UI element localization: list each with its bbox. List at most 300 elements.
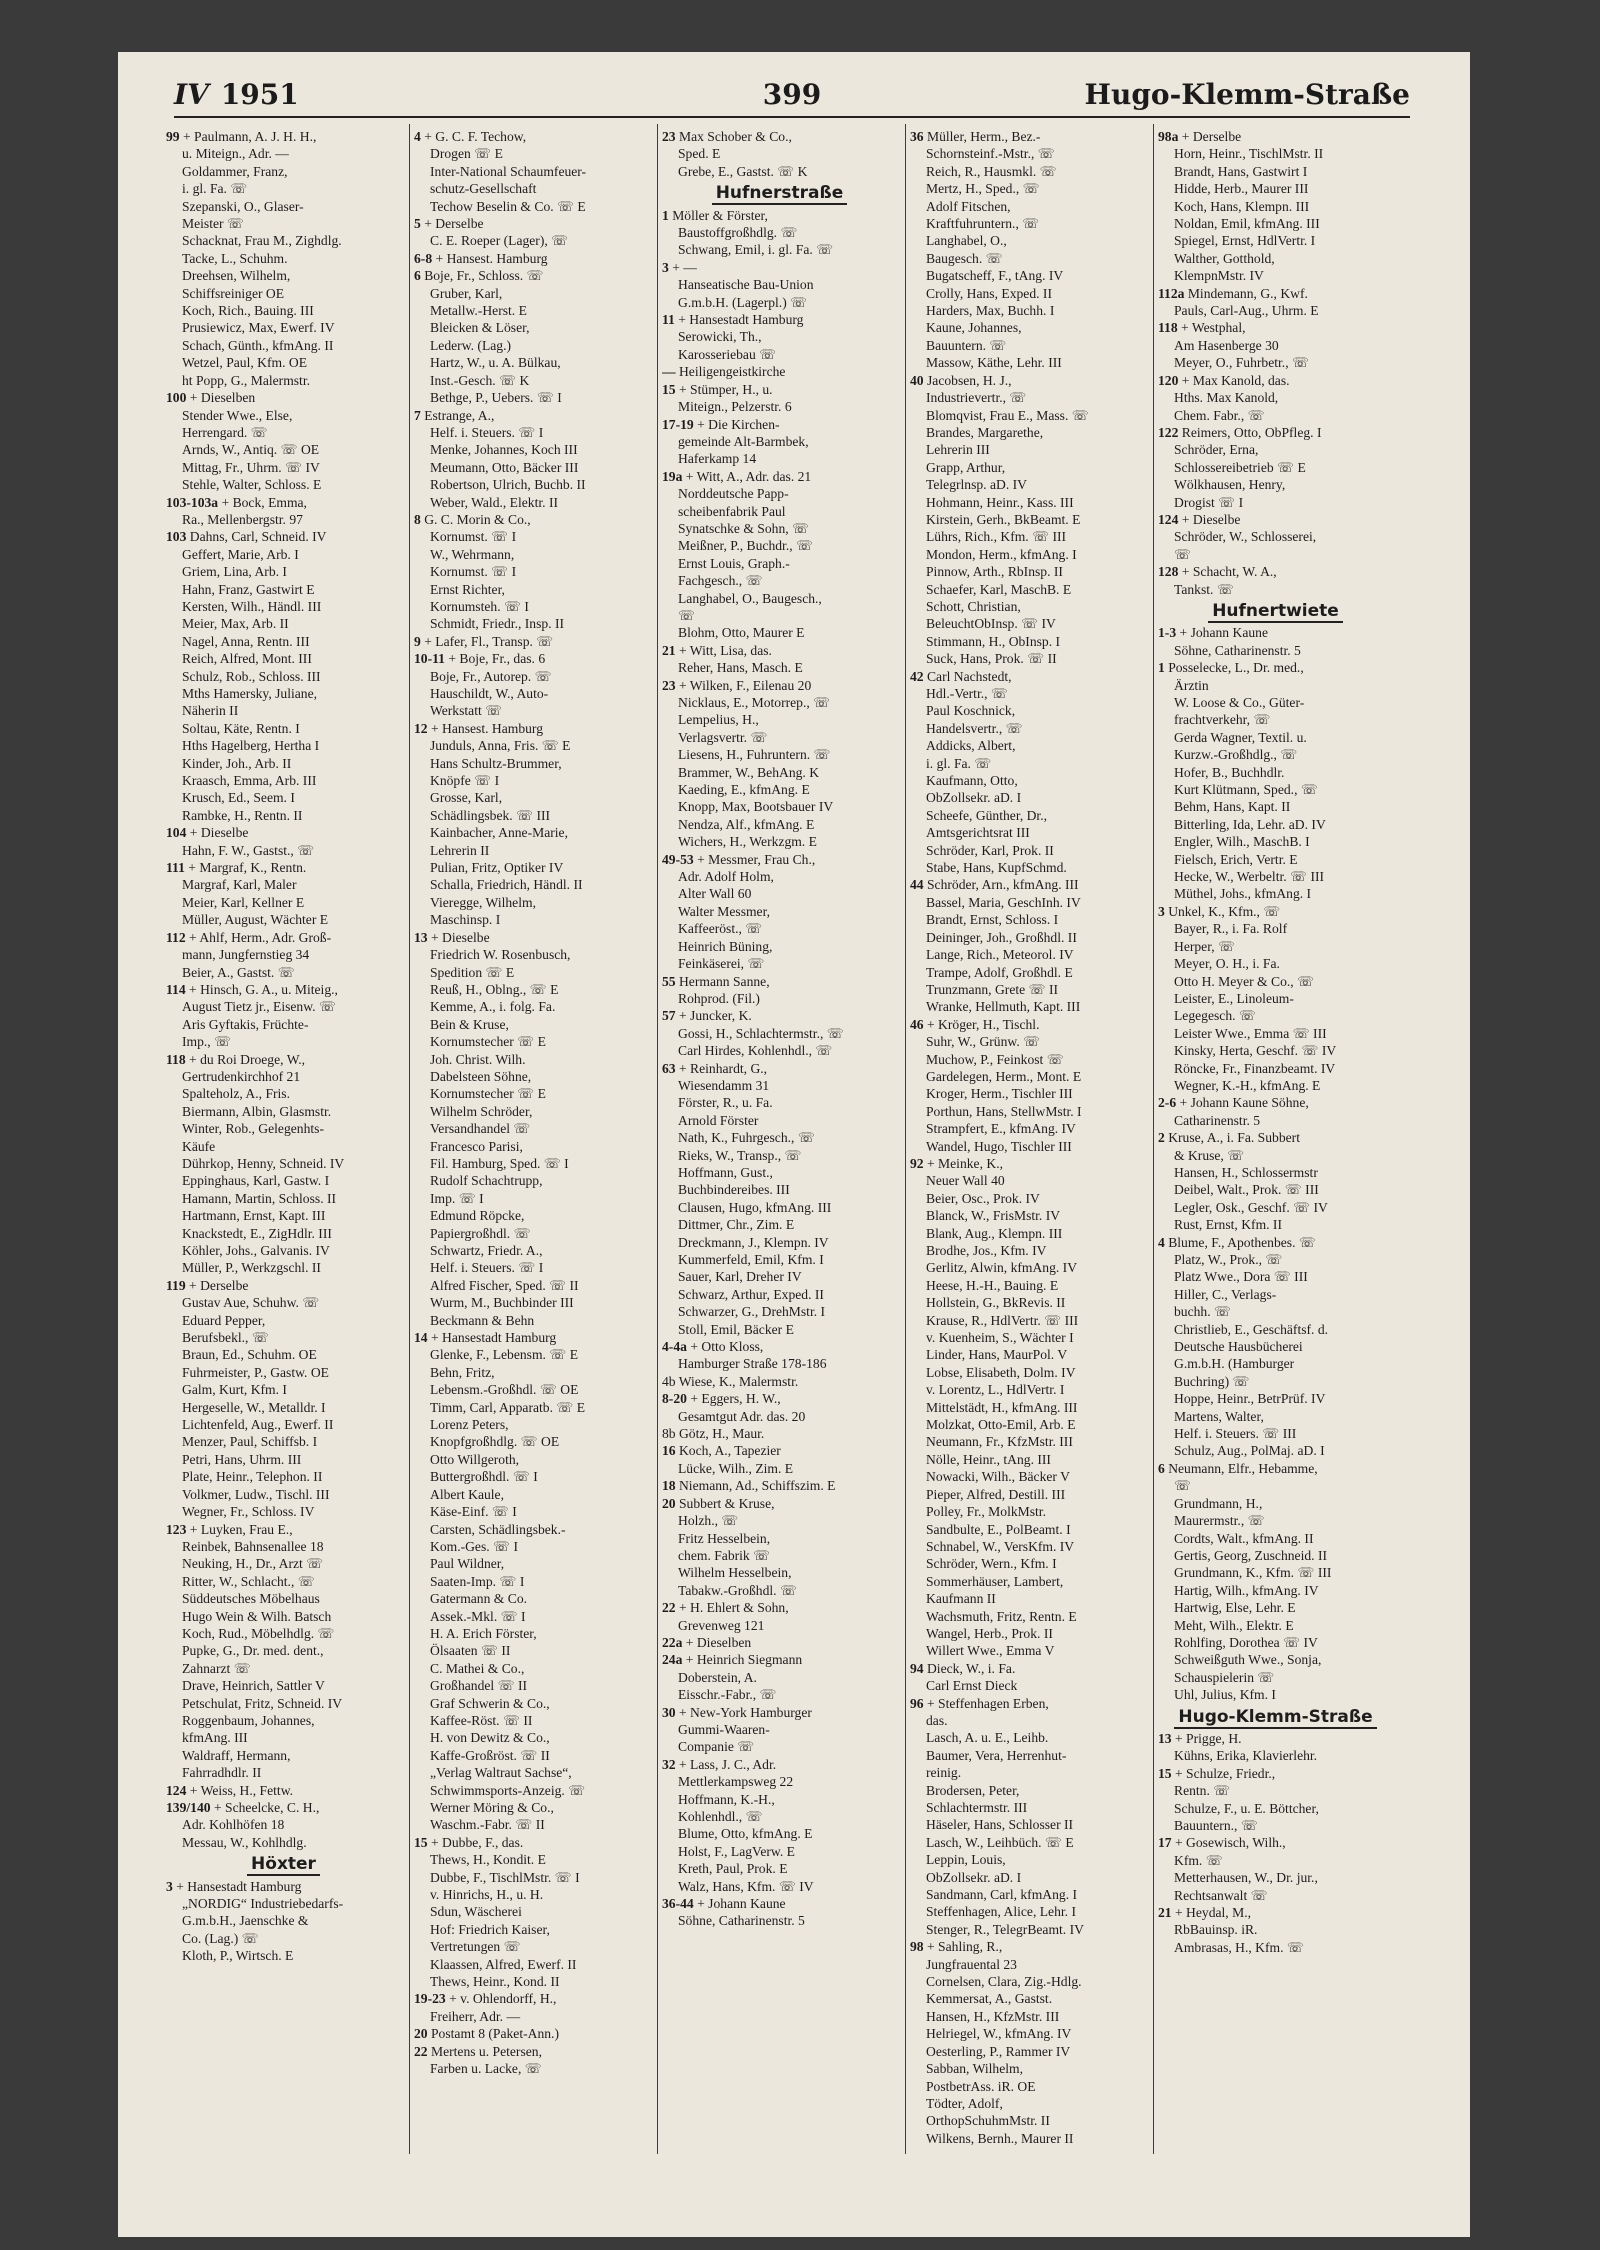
directory-column-4: [910, 128, 1145, 2148]
resident-line: Maurermstr., ☏: [1174, 1513, 1265, 1529]
resident-line: Mettlerkampsweg 22: [678, 1774, 794, 1790]
house-entry: 57 + Juncker, K.: [662, 1008, 752, 1024]
resident-line: Heinrich Büning,: [678, 938, 773, 954]
resident-line: Platz Wwe., Dora ☏ III: [1174, 1269, 1308, 1285]
house-entry: 1 Möller & Förster,: [662, 207, 768, 223]
resident-line: Wachsmuth, Fritz, Rentn. E: [926, 1608, 1077, 1624]
resident-line: Hidde, Herb., Maurer III: [1174, 181, 1309, 197]
house-entry: 103 Dahns, Carl, Schneid. IV: [166, 529, 327, 545]
resident-line: Bayer, R., i. Fa. Rolf: [1174, 921, 1288, 937]
resident-line: Kaffeeröst., ☏: [678, 921, 763, 937]
resident-line: Engler, Wilh., MaschB. I: [1174, 834, 1310, 850]
resident-line: Cordts, Walt., kfmAng. II: [1174, 1530, 1314, 1546]
resident-line: Carl Hirdes, Kohlenhdl., ☏: [678, 1043, 833, 1059]
resident-line: Goldammer, Franz,: [182, 163, 288, 179]
resident-line: Catharinenstr. 5: [1174, 1112, 1261, 1128]
resident-line: Christlieb, E., Geschäftsf. d.: [1174, 1321, 1329, 1337]
house-entry: 9 + Lafer, Fl., Transp. ☏: [414, 633, 554, 649]
directory-column-3: [662, 128, 897, 2148]
resident-line: Hof: Friedrich Kaiser,: [430, 1921, 550, 1937]
resident-line: Eisschr.-Fabr., ☏: [678, 1687, 777, 1703]
resident-line: Brandt, Ernst, Schloss. I: [926, 912, 1059, 928]
resident-line: Berufsbekl., ☏: [182, 1330, 269, 1346]
resident-line: Inst.-Gesch. ☏ K: [430, 372, 530, 388]
house-entry: 92 + Meinke, K.,: [910, 1155, 1003, 1171]
resident-line: Willert Wwe., Emma V: [926, 1643, 1055, 1659]
page-number: 399: [762, 78, 822, 111]
resident-line: gemeinde Alt-Barmbek,: [678, 433, 809, 449]
resident-line: Kurzw.-Großhdlg., ☏: [1174, 747, 1298, 763]
resident-line: Walz, Hans, Kfm. ☏ IV: [678, 1878, 814, 1894]
resident-line: BeleuchtObInsp. ☏ IV: [926, 616, 1056, 632]
house-entry: 21 + Heydal, M.,: [1158, 1905, 1251, 1921]
resident-line: Gesamtgut Adr. das. 20: [678, 1408, 806, 1424]
house-entry: 7 Estrange, A.,: [414, 407, 495, 423]
resident-line: Hecke, W., Werbeltr. ☏ III: [1174, 869, 1325, 885]
resident-line: Bitterling, Ida, Lehr. aD. IV: [1174, 816, 1326, 832]
resident-line: & Kruse, ☏: [1174, 1147, 1245, 1163]
resident-line: i. gl. Fa. ☏: [182, 181, 248, 197]
resident-line: Großhandel ☏ II: [430, 1678, 528, 1694]
resident-line: Lange, Rich., Meteorol. IV: [926, 947, 1074, 963]
resident-line: Strampfert, E., kfmAng. IV: [926, 1121, 1076, 1137]
resident-line: Bein & Kruse,: [430, 1016, 509, 1032]
resident-line: Beier, Osc., Prok. IV: [926, 1190, 1040, 1206]
resident-line: Hugo Wein & Wilh. Batsch: [182, 1608, 332, 1624]
resident-line: Biermann, Albin, Glasmstr.: [182, 1103, 332, 1119]
resident-line: Stoll, Emil, Bäcker E: [678, 1321, 794, 1337]
resident-line: Noldan, Emil, kfmAng. III: [1174, 216, 1320, 232]
resident-line: Massow, Käthe, Lehr. III: [926, 355, 1062, 371]
resident-line: Assek.-Mkl. ☏ I: [430, 1608, 526, 1624]
resident-line: Kloth, P., Wirtsch. E: [182, 1948, 294, 1964]
resident-line: Hamburger Straße 178-186: [678, 1356, 827, 1372]
resident-line: Drogist ☏ I: [1174, 494, 1244, 510]
resident-line: Deininger, Joh., Großhdl. II: [926, 929, 1077, 945]
resident-line: Grosse, Karl,: [430, 790, 503, 806]
resident-line: Sauer, Karl, Dreher IV: [678, 1269, 802, 1285]
resident-line: das.: [926, 1712, 948, 1728]
resident-line: Käufe: [182, 1138, 216, 1154]
house-entry: 40 Jacobsen, H. J.,: [910, 372, 1012, 388]
resident-line: Schalla, Friedrich, Händl. II: [430, 877, 583, 893]
resident-line: Lührs, Rich., Kfm. ☏ III: [926, 529, 1067, 545]
resident-line: Sped. E: [678, 146, 721, 162]
resident-line: Leppin, Louis,: [926, 1852, 1006, 1868]
resident-line: Schulz, Aug., PolMaj. aD. I: [1174, 1443, 1325, 1459]
resident-line: Hartwig, Else, Lehr. E: [1174, 1600, 1296, 1616]
resident-line: Helriegel, W., kfmAng. IV: [926, 2026, 1072, 2042]
resident-line: Meißner, P., Buchdr., ☏: [678, 538, 814, 554]
resident-line: Klaassen, Alfred, Ewerf. II: [430, 1956, 577, 1972]
resident-line: Herrengard. ☏: [182, 424, 268, 440]
house-entry: 14 + Hansestadt Hamburg: [414, 1330, 557, 1346]
resident-line: Schröder, Wern., Kfm. I: [926, 1556, 1057, 1572]
resident-line: Alfred Fischer, Sped. ☏ II: [430, 1277, 579, 1293]
resident-line: Mittelstädt, H., kfmAng. III: [926, 1399, 1078, 1415]
resident-line: Saaten-Imp. ☏ I: [430, 1573, 525, 1589]
house-entry: 36-44 + Johann Kaune: [662, 1896, 786, 1912]
resident-line: Galm, Kurt, Kfm. I: [182, 1382, 287, 1398]
house-entry: 8 G. C. Morin & Co.,: [414, 511, 531, 527]
resident-line: Haferkamp 14: [678, 451, 757, 467]
resident-line: Drogen ☏ E: [430, 146, 503, 162]
house-entry: 118 + du Roi Droege, W.,: [166, 1051, 306, 1067]
resident-line: Lorenz Peters,: [430, 1417, 509, 1433]
resident-line: Kornumstecher ☏ E: [430, 1086, 546, 1102]
year: 1951: [220, 78, 299, 111]
resident-line: Margraf, Karl, Maler: [182, 877, 297, 893]
resident-line: Müller, P., Werkzgschl. II: [182, 1260, 321, 1276]
resident-line: Dubbe, F., TischlMstr. ☏ I: [430, 1869, 580, 1885]
resident-line: Grapp, Arthur,: [926, 459, 1006, 475]
house-entry: 24a + Heinrich Siegmann: [662, 1652, 803, 1668]
resident-line: Lederw. (Lag.): [430, 337, 512, 353]
resident-line: C. E. Roeper (Lager), ☏: [430, 233, 569, 249]
house-entry: 100 + Dieselben: [166, 390, 256, 406]
house-entry: 11 + Hansestadt Hamburg: [662, 312, 804, 328]
resident-line: Wilkens, Bernh., Maurer II: [926, 2130, 1074, 2146]
resident-line: Meyer, O., Fuhrbetr., ☏: [1174, 355, 1310, 371]
house-entry: 42 Carl Nachstedt,: [910, 668, 1012, 684]
resident-line: Pulian, Fritz, Optiker IV: [430, 860, 564, 876]
resident-line: Knackstedt, E., ZigHdlr. III: [182, 1225, 332, 1241]
resident-line: Hths. Max Kanold,: [1174, 390, 1279, 406]
resident-line: Linder, Hans, MaurPol. V: [926, 1347, 1068, 1363]
resident-line: Pauls, Carl-Aug., Uhrm. E: [1174, 303, 1319, 319]
resident-line: ObZollsekr. aD. I: [926, 790, 1022, 806]
resident-line: Cornelsen, Clara, Zig.-Hdlg.: [926, 1974, 1082, 1990]
resident-line: Crolly, Hans, Exped. II: [926, 285, 1052, 301]
resident-line: Sommerhäuser, Lambert,: [926, 1573, 1064, 1589]
resident-line: Neuking, H., Dr., Arzt ☏: [182, 1556, 324, 1572]
resident-line: Kersten, Wilh., Händl. III: [182, 598, 322, 614]
resident-line: Dreckmann, J., Klempn. IV: [678, 1234, 829, 1250]
resident-line: Koch, Rud., Möbelhdlg. ☏: [182, 1625, 335, 1641]
house-entry: 5 + Derselbe: [414, 216, 484, 232]
resident-line: Nendza, Alf., kfmAng. E: [678, 816, 815, 832]
resident-line: Hauschildt, W., Auto-: [430, 686, 549, 701]
resident-line: „NORDIG“ Industriebedarfs-: [182, 1896, 344, 1912]
resident-line: Hths Hagelberg, Hertha I: [182, 738, 320, 754]
house-entry: 22 Mertens u. Petersen,: [414, 2043, 542, 2059]
resident-line: Walter Messmer,: [678, 903, 770, 919]
resident-line: Behn, Fritz,: [430, 1364, 495, 1380]
resident-line: Braun, Ed., Schuhm. OE: [182, 1347, 317, 1363]
house-entry: 124 + Weiss, H., Fettw.: [166, 1782, 294, 1798]
resident-line: Meumann, Otto, Bäcker III: [430, 459, 579, 475]
resident-line: Waldraff, Hermann,: [182, 1747, 291, 1763]
resident-line: v. Lorentz, L., HdlVertr. I: [926, 1382, 1065, 1398]
resident-line: Wangel, Herb., Prok. II: [926, 1625, 1053, 1641]
resident-line: Wichers, H., Werkzgm. E: [678, 834, 817, 850]
house-entry: 1-3 + Johann Kaune: [1158, 625, 1268, 641]
resident-line: Hanseatische Bau-Union: [678, 277, 814, 293]
house-entry: 6-8 + Hansest. Hamburg: [414, 250, 548, 266]
resident-line: Holzh., ☏: [678, 1513, 739, 1529]
resident-line: Steffenhagen, Alice, Lehr. I: [926, 1904, 1076, 1920]
resident-line: Schott, Christian,: [926, 598, 1021, 614]
resident-line: Fritz Hesselbein,: [678, 1530, 771, 1546]
resident-line: Volkmer, Ludw., Tischl. III: [182, 1486, 330, 1502]
house-entry: 63 + Reinhardt, G.,: [662, 1060, 768, 1076]
resident-line: Bleicken & Löser,: [430, 320, 530, 336]
resident-line: Wurm, M., Buchbinder III: [430, 1295, 574, 1311]
resident-line: Ritter, W., Schlacht., ☏: [182, 1573, 315, 1589]
resident-line: Reinbek, Bahnsenallee 18: [182, 1538, 324, 1554]
resident-line: Addicks, Albert,: [926, 738, 1016, 754]
resident-line: Brodhe, Jos., Kfm. IV: [926, 1243, 1047, 1258]
resident-line: u. Miteign., Adr. —: [182, 146, 289, 162]
resident-line: Nowacki, Wilh., Bäcker V: [926, 1469, 1070, 1485]
house-entry: 17 + Gosewisch, Wilh.,: [1158, 1835, 1286, 1851]
resident-line: Stenger, R., TelegrBeamt. IV: [926, 1921, 1084, 1937]
house-entry: 4 + G. C. F. Techow,: [414, 129, 527, 144]
resident-line: Hergeselle, W., Metalldr. I: [182, 1399, 326, 1415]
resident-line: Kom.-Ges. ☏ I: [430, 1538, 518, 1554]
resident-line: Bugatscheff, F., tAng. IV: [926, 268, 1064, 284]
resident-line: Schröder, Erna,: [1174, 442, 1259, 458]
resident-line: Papiergroßhdl. ☏: [430, 1225, 531, 1241]
resident-line: Röncke, Fr., Finanzbeamt. IV: [1174, 1060, 1336, 1076]
resident-line: Molzkat, Otto-Emil, Arb. E: [926, 1417, 1076, 1433]
resident-line: Hiller, C., Verlags-: [1174, 1286, 1277, 1302]
resident-line: Schaefer, Karl, MaschB. E: [926, 581, 1072, 597]
resident-line: Soltau, Käte, Rentn. I: [182, 720, 300, 736]
resident-line: ☏: [1174, 1478, 1191, 1494]
resident-line: Näherin II: [182, 703, 239, 719]
house-entry: 15 + Stümper, H., u.: [662, 381, 773, 397]
resident-line: Herper, ☏: [1174, 938, 1235, 954]
resident-line: Graf Schwerin & Co.,: [430, 1695, 550, 1711]
resident-line: Hoppe, Heinr., BetrPrüf. IV: [1174, 1391, 1326, 1407]
resident-line: Aris Gyftakis, Früchte-: [182, 1016, 309, 1032]
house-entry: 10-11 + Boje, Fr., das. 6: [414, 651, 546, 667]
resident-line: Buchring) ☏: [1174, 1373, 1250, 1389]
resident-line: Geffert, Marie, Arb. I: [182, 546, 299, 562]
resident-line: Hamann, Martin, Schloss. II: [182, 1190, 337, 1206]
resident-line: Blohm, Otto, Maurer E: [678, 625, 805, 641]
resident-line: Harders, Max, Buchh. I: [926, 303, 1055, 319]
house-entry: 3 Unkel, K., Kfm., ☏: [1158, 903, 1281, 919]
resident-line: Brodersen, Peter,: [926, 1782, 1020, 1798]
resident-line: Rechtsanwalt ☏: [1174, 1887, 1268, 1903]
directory-page: [118, 52, 1470, 2237]
resident-line: Horn, Heinr., TischlMstr. II: [1174, 146, 1324, 162]
resident-line: Helf. i. Steuers. ☏ III: [1174, 1426, 1297, 1442]
resident-line: Jungfrauental 23: [926, 1956, 1017, 1972]
resident-line: Waschm.-Fabr. ☏ II: [430, 1817, 545, 1833]
resident-line: Schweißguth Wwe., Sonja,: [1174, 1652, 1322, 1668]
resident-line: Kroger, Herm., Tischler III: [926, 1086, 1073, 1102]
house-entry: 6 Boje, Fr., Schloss. ☏: [414, 268, 544, 284]
resident-line: Stehle, Walter, Schloss. E: [182, 477, 322, 493]
resident-line: buchh. ☏: [1174, 1304, 1232, 1320]
house-entry: 15 + Dubbe, F., das.: [414, 1834, 524, 1850]
house-entry: 8b Götz, H., Maur.: [662, 1426, 765, 1442]
resident-line: Hoffmann, Gust.,: [678, 1164, 773, 1180]
resident-line: Wölkhausen, Henry,: [1174, 477, 1286, 493]
resident-line: Meister ☏: [182, 216, 244, 232]
resident-line: Grebe, E., Gastst. ☏ K: [678, 163, 808, 179]
house-entry: 128 + Schacht, W. A.,: [1158, 564, 1277, 580]
resident-line: Grundmann, K., Kfm. ☏ III: [1174, 1565, 1332, 1581]
resident-line: Adolf Fitschen,: [926, 198, 1011, 214]
house-entry: — Heiligengeistkirche: [662, 364, 786, 380]
resident-line: Drave, Heinrich, Sattler V: [182, 1678, 325, 1694]
house-entry: 13 + Prigge, H.: [1158, 1730, 1242, 1746]
house-entry: 15 + Schulze, Friedr.,: [1158, 1765, 1276, 1781]
resident-line: Tacke, L., Schuhm.: [182, 250, 288, 266]
resident-line: Käse-Einf. ☏ I: [430, 1504, 517, 1520]
resident-line: Sabban, Wilhelm,: [926, 2061, 1023, 2077]
resident-line: Petri, Hans, Uhrm. III: [182, 1451, 302, 1467]
house-entry: 36 Müller, Herm., Bez.-: [910, 129, 1041, 144]
house-entry: 1 Posselecke, L., Dr. med.,: [1158, 660, 1304, 676]
house-entry: 2-6 + Johann Kaune Söhne,: [1158, 1095, 1309, 1111]
resident-line: Griem, Lina, Arb. I: [182, 564, 287, 580]
resident-line: Nagel, Anna, Rentn. III: [182, 633, 310, 649]
resident-line: Metallw.-Herst. E: [430, 303, 527, 319]
resident-line: Doberstein, A.: [678, 1669, 757, 1685]
resident-line: Versandhandel ☏: [430, 1121, 531, 1137]
house-entry: 19a + Witt, A., Adr. das. 21: [662, 468, 812, 484]
resident-line: ht Popp, G., Malermstr.: [182, 372, 311, 388]
resident-line: Buttergroßhdl. ☏ I: [430, 1469, 538, 1485]
resident-line: Telegrlnsp. aD. IV: [926, 477, 1027, 493]
resident-line: Krusch, Ed., Seem. I: [182, 790, 295, 806]
resident-line: Zahnarzt ☏: [182, 1660, 251, 1676]
resident-line: Reich, R., Hausmkl. ☏: [926, 163, 1057, 179]
street-heading-text: Höxter: [247, 1854, 320, 1876]
resident-line: Industrievertr., ☏: [926, 390, 1027, 406]
resident-line: Fuhrmeister, P., Gastw. OE: [182, 1364, 329, 1380]
house-entry: 112a Mindemann, G., Kwf.: [1158, 285, 1308, 301]
resident-line: Schwimmsports-Anzeig. ☏: [430, 1782, 586, 1798]
resident-line: Hans Schultz-Brummer,: [430, 755, 562, 771]
resident-line: G.m.b.H. (Hamburger: [1174, 1356, 1295, 1372]
resident-line: Wranke, Hellmuth, Kapt. III: [926, 999, 1081, 1015]
resident-line: Boje, Fr., Autorep. ☏: [430, 668, 552, 684]
resident-line: Blank, Aug., Klempn. III: [926, 1225, 1063, 1241]
resident-line: ObZollsekr. aD. I: [926, 1869, 1022, 1885]
house-entry: 22 + H. Ehlert & Sohn,: [662, 1600, 789, 1616]
resident-line: Meier, Karl, Kellner E: [182, 894, 305, 910]
house-entry: 6 Neumann, Elfr., Hebamme,: [1158, 1460, 1318, 1476]
resident-line: Holst, F., LagVerw. E: [678, 1843, 795, 1859]
resident-line: Adr. Kohlhöfen 18: [182, 1817, 285, 1833]
resident-line: Wegner, K.-H., kfmAng. E: [1174, 1077, 1321, 1093]
resident-line: Otto H. Meyer & Co., ☏: [1174, 973, 1315, 989]
resident-line: Lempelius, H.,: [678, 712, 759, 728]
resident-line: Porthun, Hans, StellwMstr. I: [926, 1103, 1082, 1119]
resident-line: Schmidt, Friedr., Insp. II: [430, 616, 565, 632]
house-entry: 23 + Wilken, F., Eilenau 20: [662, 677, 812, 693]
resident-line: H. von Dewitz & Co.,: [430, 1730, 550, 1746]
resident-line: Feinkäserei, ☏: [678, 956, 765, 972]
resident-line: Mittag, Fr., Uhrm. ☏ IV: [182, 459, 320, 475]
house-entry: 94 Dieck, W., i. Fa.: [910, 1660, 1016, 1676]
resident-line: Hoffmann, K.-H.,: [678, 1791, 775, 1807]
house-entry: 120 + Max Kanold, das.: [1158, 372, 1290, 388]
resident-line: Dittmer, Chr., Zim. E: [678, 1217, 795, 1233]
resident-line: Meht, Wilh., Elektr. E: [1174, 1617, 1294, 1633]
resident-line: Carl Ernst Dieck: [926, 1678, 1018, 1694]
resident-line: Reich, Alfred, Mont. III: [182, 651, 312, 667]
house-entry: 20 Postamt 8 (Paket-Ann.): [414, 2026, 559, 2042]
house-entry: 46 + Kröger, H., Tischl.: [910, 1016, 1040, 1032]
resident-line: Paul Wildner,: [430, 1556, 505, 1572]
resident-line: Müthel, Johs., kfmAng. I: [1174, 886, 1312, 902]
house-entry: 20 Subbert & Kruse,: [662, 1495, 775, 1511]
resident-line: Helf. i. Steuers. ☏ I: [430, 1260, 544, 1276]
resident-line: Schulz, Rob., Schloss. III: [182, 668, 321, 684]
resident-line: Gossi, H., Schlachtermstr., ☏: [678, 1025, 844, 1041]
resident-line: Norddeutsche Papp-: [678, 486, 789, 502]
resident-line: Blanck, W., FrisMstr. IV: [926, 1208, 1061, 1224]
resident-line: Junduls, Anna, Fris. ☏ E: [430, 738, 571, 754]
house-entry: 118 + Westphal,: [1158, 320, 1246, 336]
house-entry: 139/140 + Scheelcke, C. H.,: [166, 1800, 320, 1815]
resident-line: Bauuntern., ☏: [1174, 1818, 1258, 1833]
resident-line: reinig.: [926, 1765, 962, 1781]
resident-line: Robertson, Ulrich, Buchb. II: [430, 477, 586, 493]
resident-line: Hahn, Franz, Gastwirt E: [182, 581, 315, 597]
resident-line: Karosseriebau ☏: [678, 346, 777, 362]
resident-line: Wetzel, Paul, Kfm. OE: [182, 355, 307, 371]
resident-line: Kornumsteh. ☏ I: [430, 598, 529, 614]
resident-line: Tödter, Adolf,: [926, 2095, 1003, 2111]
resident-line: Kurt Klütmann, Sped., ☏: [1174, 782, 1318, 798]
resident-line: Leister Wwe., Emma ☏ III: [1174, 1025, 1327, 1041]
resident-line: Brandes, Margarethe,: [926, 424, 1044, 440]
resident-line: Fil. Hamburg, Sped. ☏ I: [430, 1155, 569, 1171]
resident-line: Kaune, Johannes,: [926, 320, 1022, 336]
resident-line: Baustoffgroßhdlg. ☏: [678, 225, 798, 241]
house-entry: 111 + Margraf, K., Rentn.: [166, 860, 307, 876]
resident-line: Maschinsp. I: [430, 912, 501, 928]
resident-line: Krause, R., HdlVertr. ☏ III: [926, 1312, 1079, 1328]
resident-line: Adr. Adolf Holm,: [678, 869, 774, 885]
street-heading: [1158, 600, 1393, 621]
resident-line: Lücke, Wilh., Zim. E: [678, 1460, 794, 1476]
resident-line: Ärztin: [1174, 677, 1209, 693]
resident-line: Neuer Wall 40: [926, 1173, 1005, 1189]
resident-line: Farben u. Lacke, ☏: [430, 2061, 542, 2077]
street-heading-text: Hufnertwiete: [1208, 601, 1343, 623]
house-entry: 96 + Steffenhagen Erben,: [910, 1695, 1049, 1711]
resident-line: Ambrasas, H., Kfm. ☏: [1174, 1939, 1304, 1955]
resident-line: Köhler, Johs., Galvanis. IV: [182, 1243, 330, 1258]
resident-line: Deutsche Hausbücherei: [1174, 1339, 1303, 1355]
resident-line: Synatschke & Sohn, ☏: [678, 520, 810, 536]
resident-line: Hartmann, Ernst, Kapt. III: [182, 1208, 326, 1224]
resident-line: Hahn, F. W., Gastst., ☏: [182, 842, 315, 858]
resident-line: Mths Hamersky, Juliane,: [182, 686, 318, 701]
resident-line: Imp., ☏: [182, 1034, 232, 1050]
resident-line: Pupke, G., Dr. med. dent.,: [182, 1643, 324, 1659]
resident-line: mann, Jungfernstieg 34: [182, 947, 310, 963]
house-entry: 4 Blume, F., Apothenbes. ☏: [1158, 1234, 1316, 1250]
resident-line: Kaufmann, Otto,: [926, 773, 1018, 789]
resident-line: Reuß, H., Oblng., ☏ E: [430, 981, 559, 997]
resident-line: Hdl.-Vertr., ☏: [926, 686, 1008, 701]
resident-line: Inter-National Schaumfeuer-: [430, 163, 587, 179]
resident-line: Stabe, Hans, KupfSchmd.: [926, 860, 1067, 876]
resident-line: Rentn. ☏: [1174, 1783, 1231, 1799]
resident-line: Bethge, P., Uebers. ☏ I: [430, 390, 562, 406]
resident-line: Alter Wall 60: [678, 886, 752, 902]
